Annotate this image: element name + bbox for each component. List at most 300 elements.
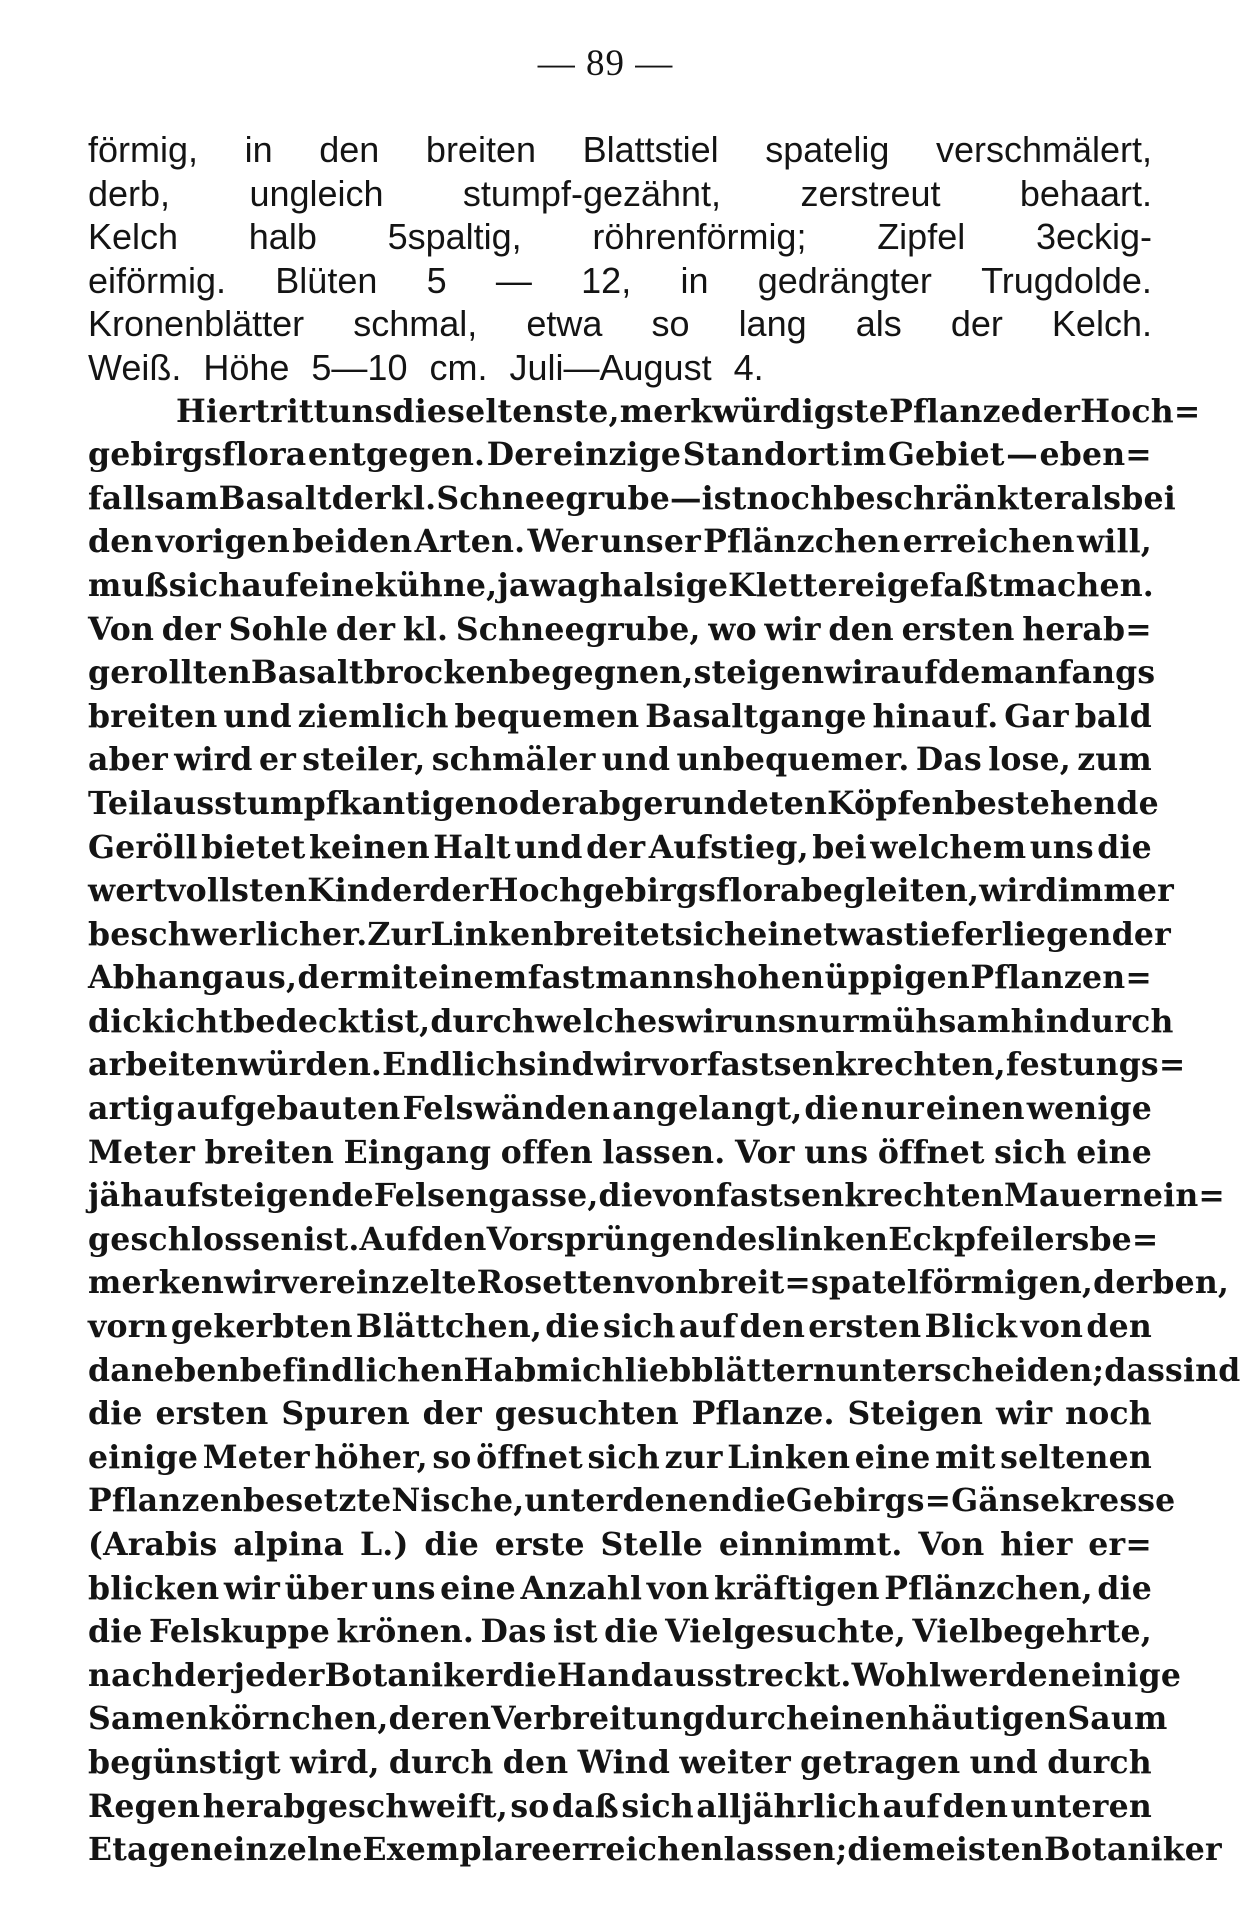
- word: offen: [500, 1133, 593, 1171]
- word: Vor: [734, 1133, 795, 1171]
- word: Vielgesuchte,: [665, 1613, 906, 1651]
- word: hinauf.: [872, 697, 999, 735]
- word: Das: [915, 741, 982, 779]
- word: nach: [88, 1656, 175, 1694]
- word: merkwürdigste: [619, 392, 890, 430]
- word: mannshohen: [595, 959, 825, 997]
- word: 5spaltig,: [387, 216, 522, 258]
- word: unterscheiden;: [836, 1351, 1105, 1389]
- word: Verbreitung: [491, 1700, 705, 1738]
- word: der: [422, 1395, 482, 1433]
- word: unteren: [1010, 1787, 1152, 1825]
- word: vorn: [88, 1308, 168, 1346]
- word: stumpfkantigen: [214, 784, 498, 822]
- word: der: [429, 872, 489, 910]
- word: den: [828, 610, 894, 648]
- word: Stelle: [600, 1526, 704, 1563]
- word: falls: [88, 479, 165, 517]
- word: gerollten: [88, 654, 251, 692]
- word: in: [680, 259, 709, 301]
- word: Sohle: [228, 610, 329, 648]
- word: höher,: [314, 1438, 428, 1476]
- word: lose,: [988, 741, 1071, 779]
- word: vereinzelte: [280, 1264, 477, 1302]
- word: bequemen: [454, 697, 640, 735]
- word: der: [297, 959, 357, 997]
- word: —: [669, 479, 702, 517]
- word: begleiten,: [800, 872, 980, 910]
- word: begegnen,: [508, 654, 694, 692]
- word: sind: [1165, 1351, 1240, 1389]
- word: ersten: [155, 1395, 269, 1433]
- word: wird,: [289, 1743, 380, 1781]
- word: daß: [551, 1787, 619, 1825]
- text-line: [88, 1392, 1152, 1436]
- word: Pflanzen: [88, 1482, 243, 1520]
- word: Hand: [556, 1656, 653, 1694]
- text-line: [88, 128, 1152, 172]
- text-line: [88, 695, 1152, 739]
- word: Blick: [924, 1308, 1018, 1346]
- word: Halt: [433, 828, 511, 866]
- word: spatelig: [765, 129, 890, 170]
- text-line: [88, 1828, 1222, 1872]
- word: lang: [738, 303, 807, 345]
- word: eben=: [1039, 436, 1152, 474]
- text-line: [88, 1000, 1174, 1044]
- word: bei: [1121, 479, 1176, 517]
- word: breiten: [88, 697, 218, 735]
- text-line: [88, 1174, 1226, 1218]
- word: der: [335, 610, 396, 648]
- word: lassen;: [723, 1831, 848, 1869]
- word: Weiß.: [88, 346, 182, 388]
- word: Eingang: [343, 1133, 492, 1171]
- word: als: [1070, 479, 1122, 517]
- word: die: [804, 1090, 859, 1128]
- word: hier: [1000, 1526, 1073, 1563]
- word: zur: [664, 1438, 723, 1476]
- text-line: [88, 1785, 1152, 1829]
- word: die: [731, 1482, 786, 1520]
- word: arbeiten: [88, 1046, 239, 1084]
- word: des: [715, 1220, 776, 1258]
- text-line: [88, 259, 1152, 303]
- word: seltenste,: [447, 392, 620, 430]
- word: Geröll: [88, 828, 198, 866]
- text-line: [88, 1479, 1176, 1523]
- word: Juli—August: [509, 346, 712, 388]
- word: denen: [622, 1482, 732, 1520]
- word: unter: [524, 1482, 623, 1520]
- word: nur: [860, 1090, 924, 1128]
- word: immer: [1057, 872, 1174, 910]
- text-line: [88, 1261, 1230, 1305]
- word: die: [847, 1831, 903, 1869]
- word: Kelch.: [1051, 303, 1152, 345]
- word: Basaltgange: [645, 697, 867, 735]
- word: sich: [994, 1133, 1067, 1171]
- word: Köpfen: [827, 784, 955, 822]
- word: wir: [996, 1395, 1053, 1433]
- word: lassen.: [602, 1133, 726, 1171]
- text-line: [88, 1610, 1152, 1654]
- word: aufsteigende: [143, 1177, 374, 1215]
- word: und: [223, 697, 292, 735]
- word: etwas: [802, 915, 904, 953]
- word: uns: [328, 392, 393, 430]
- word: entgegen.: [307, 436, 486, 474]
- word: Kelch: [88, 216, 179, 258]
- word: artig: [88, 1090, 175, 1128]
- word: jeder: [233, 1656, 325, 1694]
- word: von: [653, 1177, 717, 1215]
- word: hindurch: [1010, 1002, 1174, 1040]
- word: Hochgebirgsflora: [488, 872, 801, 910]
- text-line: [88, 477, 1176, 521]
- word: wir: [824, 654, 881, 692]
- word: erreichen: [551, 1831, 724, 1869]
- word: erreichen: [902, 523, 1075, 561]
- word: erste: [494, 1526, 585, 1563]
- word: Samenkörnchen,: [88, 1700, 389, 1738]
- text-line: [88, 826, 1152, 870]
- word: wenige: [1026, 1090, 1152, 1128]
- word: linken: [775, 1220, 889, 1258]
- word: Gar: [1004, 697, 1069, 735]
- word: eine: [854, 1438, 931, 1476]
- word: beschränkter: [833, 479, 1071, 517]
- word: fast: [527, 959, 595, 997]
- word: und: [969, 1743, 1039, 1781]
- word: wir: [223, 1264, 281, 1302]
- text-line: [88, 346, 1152, 390]
- text-line: [88, 302, 1152, 346]
- word: Der: [486, 436, 552, 474]
- word: auf: [241, 566, 299, 604]
- word: unbequemer.: [676, 741, 910, 779]
- word: die: [88, 1395, 143, 1433]
- word: keinen: [308, 828, 430, 866]
- word: daneben: [88, 1351, 240, 1389]
- word: alpina: [233, 1526, 345, 1563]
- word: mit: [357, 959, 418, 997]
- word: Steigen: [847, 1395, 984, 1433]
- word: beschwerlicher.: [88, 915, 368, 953]
- word: von: [646, 1569, 710, 1607]
- word: durch: [388, 1743, 494, 1781]
- word: Regen: [88, 1787, 201, 1825]
- text-line: [88, 215, 1152, 259]
- text-line: [88, 1218, 1159, 1262]
- text-line: [88, 1349, 1240, 1393]
- word: Linken: [430, 915, 554, 953]
- word: ziemlich: [297, 697, 449, 735]
- word: verschmälert,: [935, 129, 1152, 170]
- word: 4.: [733, 346, 764, 388]
- word: (Arabis: [88, 1526, 218, 1563]
- word: sich: [587, 1438, 661, 1476]
- word: sich: [621, 1787, 694, 1825]
- word: bedeckt: [233, 1002, 375, 1040]
- word: L.): [359, 1526, 409, 1563]
- word: meisten: [902, 1831, 1045, 1869]
- word: breit=spatelförmigen,: [698, 1264, 1094, 1302]
- word: ersten: [808, 1308, 922, 1346]
- word: eine: [298, 566, 375, 604]
- word: röhrenförmig;: [592, 216, 807, 258]
- word: einige: [1071, 1656, 1182, 1694]
- word: eine: [1076, 1133, 1152, 1171]
- word: wir: [593, 1046, 651, 1084]
- word: Zur: [367, 915, 431, 953]
- word: Wer: [527, 523, 598, 561]
- word: Kletterei: [728, 566, 888, 604]
- word: Abhang: [88, 959, 224, 997]
- text-line: [88, 1043, 1186, 1087]
- word: —: [1006, 436, 1038, 474]
- word: der: [950, 303, 1003, 345]
- word: liegender: [1001, 915, 1171, 953]
- text-line: [88, 390, 1201, 434]
- word: Blattstiel: [582, 129, 719, 170]
- word: aber: [88, 741, 168, 779]
- word: bei: [812, 828, 867, 866]
- word: der: [161, 610, 221, 648]
- word: wir: [764, 610, 821, 648]
- word: er=: [1088, 1526, 1152, 1563]
- word: Habmichliebblättern: [463, 1351, 837, 1389]
- word: etwa: [526, 303, 603, 345]
- word: kl.: [402, 610, 449, 648]
- text-line: [88, 564, 1152, 608]
- word: Endlich: [382, 1046, 519, 1084]
- word: Standort: [682, 436, 840, 474]
- word: breiten: [425, 129, 536, 170]
- word: eine: [440, 1569, 516, 1607]
- word: Botaniker: [1044, 1831, 1222, 1869]
- word: tritt: [255, 392, 329, 430]
- word: ist: [701, 479, 747, 517]
- word: welches: [534, 1002, 676, 1040]
- word: sich: [674, 915, 748, 953]
- word: auf: [880, 654, 938, 692]
- word: gebirgsflora: [88, 436, 307, 474]
- word: so: [432, 1438, 472, 1476]
- word: dickicht: [88, 1002, 234, 1040]
- word: so: [510, 1787, 550, 1825]
- word: uns: [804, 1133, 869, 1171]
- word: uns: [371, 1569, 436, 1607]
- word: durch: [1047, 1743, 1152, 1781]
- word: Hoch=: [1080, 392, 1201, 430]
- word: herab=: [1022, 610, 1152, 648]
- text-line: [88, 651, 1156, 695]
- word: steigen: [693, 654, 825, 692]
- word: den: [421, 1220, 487, 1258]
- word: Vorsprüngen: [486, 1220, 716, 1258]
- word: Gebirgs=Gänsekresse: [785, 1482, 1176, 1520]
- word: der: [1020, 392, 1081, 430]
- word: wir: [675, 1002, 732, 1040]
- text-line: [88, 608, 1152, 652]
- word: Das: [480, 1613, 547, 1651]
- word: ungleich: [249, 172, 384, 214]
- word: in: [244, 129, 273, 170]
- word: die: [502, 1656, 557, 1694]
- word: fast: [706, 1046, 774, 1084]
- word: Botaniker: [324, 1656, 503, 1694]
- word: am: [164, 479, 219, 517]
- word: Rosetten: [476, 1264, 636, 1302]
- word: und: [601, 741, 671, 779]
- word: ersten: [901, 610, 1015, 648]
- word: Felskuppe: [149, 1613, 331, 1651]
- text-line: [88, 1305, 1152, 1349]
- word: bald: [1074, 697, 1152, 735]
- word: Basaltbrocken: [250, 654, 509, 692]
- word: Saum: [1067, 1700, 1168, 1738]
- word: Gebiet: [887, 436, 1005, 474]
- word: machen.: [1002, 566, 1154, 604]
- word: Felswänden: [402, 1090, 611, 1128]
- word: Nische,: [391, 1482, 525, 1520]
- word: wir: [223, 1569, 281, 1607]
- word: kl.: [390, 479, 437, 517]
- word: Hier: [176, 392, 256, 430]
- word: nur: [795, 1002, 859, 1040]
- text-line: [88, 520, 1152, 564]
- word: er: [258, 741, 296, 779]
- word: krönen.: [336, 1613, 475, 1651]
- word: Meter: [202, 1438, 310, 1476]
- text-line: [88, 1567, 1152, 1611]
- word: ist: [552, 1613, 598, 1651]
- word: Pflanze.: [691, 1395, 835, 1433]
- word: wo: [708, 610, 757, 648]
- word: den: [942, 1787, 1009, 1825]
- word: Basalt: [218, 479, 332, 517]
- word: der: [331, 479, 391, 517]
- word: deren: [388, 1700, 492, 1738]
- word: üppigen: [824, 959, 970, 997]
- word: ja: [497, 566, 530, 604]
- word: herabgeschweift,: [202, 1787, 508, 1825]
- word: das: [1104, 1351, 1166, 1389]
- word: senkrechten: [783, 1177, 1004, 1215]
- word: Schneegrube,: [455, 610, 701, 648]
- word: derb,: [88, 172, 171, 214]
- word: Höhe: [203, 346, 290, 388]
- word: Meter: [88, 1133, 196, 1171]
- text-line: [88, 869, 1174, 913]
- word: Pflanzen=: [970, 959, 1152, 997]
- word: und: [514, 828, 583, 866]
- word: Trugdolde.: [981, 259, 1152, 301]
- text-line: [88, 1654, 1182, 1698]
- word: mühsam: [858, 1002, 1011, 1040]
- word: Von: [918, 1526, 985, 1563]
- word: von: [1020, 1308, 1084, 1346]
- text-line: [88, 1697, 1168, 1741]
- word: Spuren: [281, 1395, 410, 1433]
- word: auf: [882, 1787, 941, 1825]
- word: den: [1086, 1308, 1152, 1346]
- word: wird: [979, 872, 1058, 910]
- word: die: [424, 1526, 479, 1563]
- word: Anzahl: [520, 1569, 643, 1607]
- word: öffnet: [476, 1438, 583, 1476]
- word: breitet: [553, 915, 675, 953]
- word: den: [88, 523, 154, 561]
- word: breiten: [204, 1133, 335, 1171]
- word: die: [392, 392, 448, 430]
- word: wertvollsten: [88, 872, 308, 910]
- word: merken: [88, 1264, 224, 1302]
- word: uns: [731, 1002, 796, 1040]
- word: einzelne: [213, 1831, 363, 1869]
- word: einzige: [552, 436, 682, 474]
- text-line: [88, 913, 1171, 957]
- text-line: [88, 782, 1159, 826]
- word: jäh: [88, 1177, 144, 1215]
- word: so: [651, 303, 690, 345]
- word: weiter: [679, 1743, 791, 1781]
- text-line: [88, 1131, 1152, 1175]
- word: 5: [426, 259, 447, 301]
- word: vorigen: [155, 523, 291, 561]
- word: —: [495, 259, 532, 301]
- word: ist,: [374, 1002, 431, 1040]
- word: Pflanze: [889, 392, 1021, 430]
- word: Pflänzchen,: [884, 1569, 1093, 1607]
- word: Etagen: [88, 1831, 214, 1869]
- word: werden: [941, 1656, 1071, 1694]
- word: Exemplare: [362, 1831, 552, 1869]
- word: Aufstieg,: [648, 828, 809, 866]
- word: Zipfel: [877, 216, 966, 258]
- word: sind: [518, 1046, 594, 1084]
- word: alljährlich: [696, 1787, 881, 1825]
- word: bietet: [201, 828, 306, 866]
- word: zerstreut: [800, 172, 941, 214]
- word: angelangt,: [612, 1090, 803, 1128]
- word: die: [545, 1308, 600, 1346]
- word: förmig,: [88, 129, 199, 170]
- word: Arten.: [414, 523, 526, 561]
- word: Teil: [88, 784, 153, 822]
- word: senkrechten,: [773, 1046, 1006, 1084]
- word: aus: [152, 784, 215, 822]
- word: waghalsige: [529, 566, 729, 604]
- word: Kinder: [307, 872, 430, 910]
- word: muß: [88, 566, 169, 604]
- word: fast: [716, 1177, 784, 1215]
- word: gekerbten: [170, 1308, 353, 1346]
- word: den: [739, 1308, 806, 1346]
- page-number: — 89 —: [537, 43, 674, 84]
- word: Wind: [577, 1743, 671, 1781]
- word: be=: [1089, 1220, 1159, 1258]
- word: als: [855, 303, 902, 345]
- word: öffnet: [877, 1133, 985, 1171]
- word: Vielbegehrte,: [912, 1613, 1152, 1651]
- word: seltenen: [1000, 1438, 1152, 1476]
- word: Eckpfeilers: [888, 1220, 1090, 1258]
- word: derben,: [1093, 1264, 1230, 1302]
- word: vor: [650, 1046, 707, 1084]
- text-line: [88, 433, 1152, 477]
